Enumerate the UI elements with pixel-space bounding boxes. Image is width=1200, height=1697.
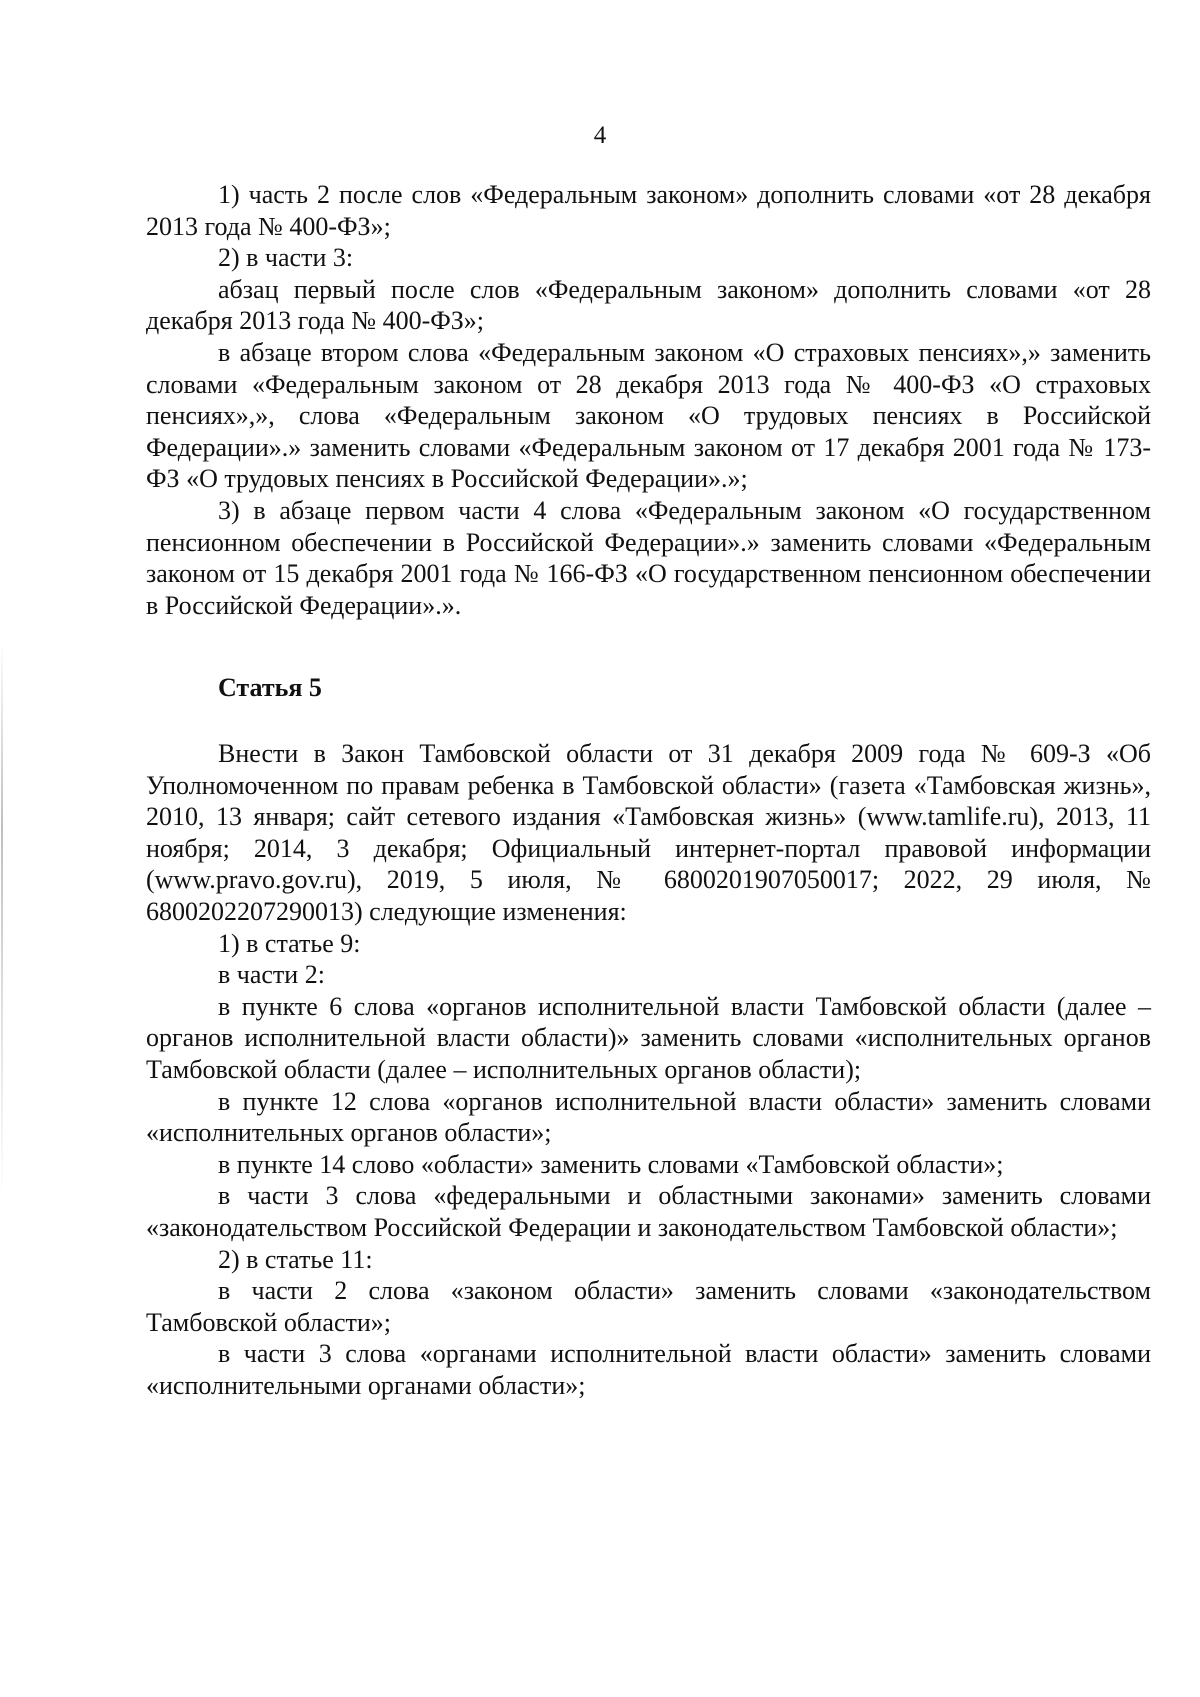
paragraph-part-3: в части 3 слова «федеральными и областными законами» заменить словами «законодательством Российской Федерации и законодательством Тамбовской области»; [146,1181,1151,1242]
paragraph-item-2: 2) в части 3: [218,243,354,273]
paragraph-article-11-part-2: в части 2 слова «законом области» заменить словами «законодательством Тамбовской области»; [146,1276,1151,1337]
paragraph-item-2-article-11: 2) в статье 11: [218,1244,373,1274]
article-5-body [146,738,1151,1401]
paragraph-item-1: 1) часть 2 после слов «Федеральным законом» дополнить словами «от 28 декабря 2013 года № 400-ФЗ»; [146,180,1151,241]
paragraph-item-1-article-9: 1) в статье 9: [218,928,361,958]
amendments-block-article-4 [146,179,1151,621]
page-number: 4 [593,122,607,149]
paragraph-item-3: 3) в абзаце первом части 4 слова «Федеральным законом «О государственном пенсионном обеспечении в Российской Федерации».» заменить словами «Федеральным законом от 15 декабря 2001 года № 166-ФЗ «О государственном пенсионном обеспечении в Российской Федерации».». [146,495,1151,620]
paragraph-part-2: в части 2: [218,960,325,990]
paragraph-abzac-second: в абзаце втором слова «Федеральным законом «О страховых пенсиях»,» заменить словами «Федеральным законом от 28 декабря 2013 года № 400-ФЗ «О страховых пенсиях»,», слова «Федеральным законом «О трудовых пенсиях в Российской Федерации».» заменить словами «Федеральным законом от 17 декабря 2001 года № 173-ФЗ «О трудовых пенсиях в Российской Федерации».»; [146,337,1151,494]
scan-edge-shadow [1,640,3,1200]
paragraph-article-11-part-3: в части 3 слова «органами исполнительной власти области» заменить словами «исполнительными органами области»; [146,1339,1151,1400]
paragraph-point-12: в пункте 12 слова «органов исполнительной власти области» заменить словами «исполнительных органов области»; [146,1086,1151,1148]
paragraph-abzac-first: абзац первый после слов «Федеральным законом» дополнить словами «от 28 декабря 2013 года № 400-ФЗ»; [146,274,1151,336]
article-heading: Статья 5 [218,673,322,702]
paragraph-point-6: в пункте 6 слова «органов исполнительной власти Тамбовской области (далее – органов исполнительной власти области)» заменить словами «исполнительных органов Тамбовской области (далее – исполнительных органов области); [146,991,1151,1084]
paragraph-intro: Внести в Закон Тамбовской области от 31 декабря 2009 года № 609-З «Об Уполномоченном по правам ребенка в Тамбовской области» (газета «Тамбовская жизнь», 2010, 13 января; сайт сетевого издания «Тамбовская жизнь» (www.tamlife.ru), 2013, 11 ноября; 2014, 3 декабря; Официальный интернет-портал правовой информации (www.pravo.gov.ru), 2019, 5 июля, № 6800201907050017; 2022, 29 июля, № 6800202207290013) следующие изменения: [146,739,1151,926]
paragraph-point-14: в пункте 14 слово «области» заменить словами «Тамбовской области»; [218,1149,1004,1179]
